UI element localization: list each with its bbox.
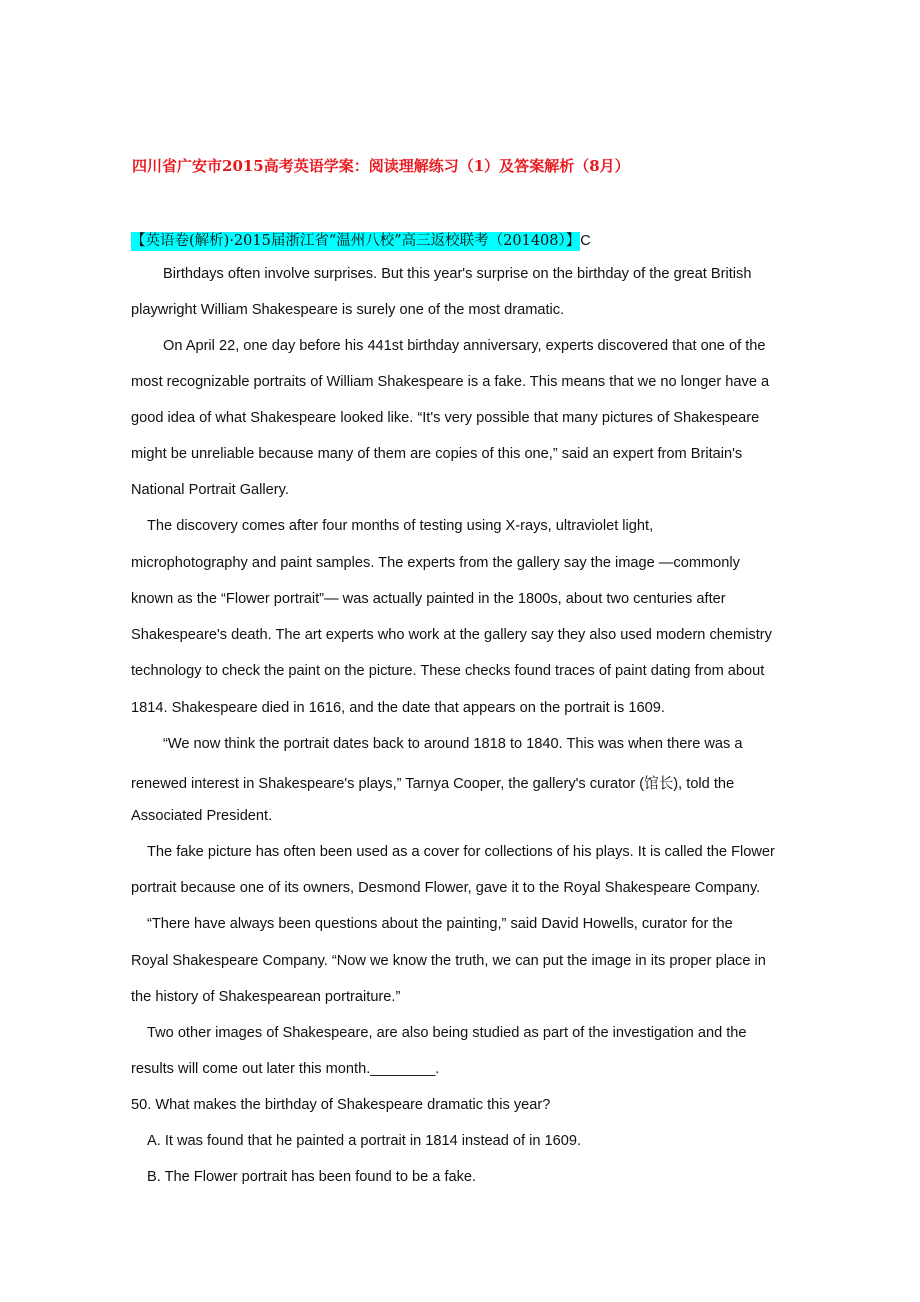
text-line: most recognizable portraits of William Shakespeare is a fake. This means that we no longer have a — [131, 374, 770, 390]
text-line: Shakespeare's death. The art experts who work at the gallery say they also used modern chemistry — [131, 627, 772, 643]
text-line: B. The Flower portrait has been found to be a fake. — [147, 1169, 477, 1185]
text-line: good idea of what Shakespeare looked like. “It's very possible that many pictures of Shakespeare — [131, 410, 760, 426]
source-line — [131, 229, 591, 250]
text-line: playwright William Shakespeare is surely one of the most dramatic. — [131, 302, 565, 318]
text-line: Royal Shakespeare Company. “Now we know the truth, we can put the image in its proper place in — [131, 953, 766, 969]
text-line: The discovery comes after four months of testing using X-rays, ultraviolet light, — [147, 518, 654, 534]
text-line: results will come out later this month.________. — [131, 1061, 440, 1077]
text-line: the history of Shakespearean portraiture.” — [131, 989, 401, 1005]
text-line: portrait because one of its owners, Desmond Flower, gave it to the Royal Shakespeare Company. — [131, 880, 761, 896]
text-line: microphotography and paint samples. The experts from the gallery say the image —commonly — [131, 555, 740, 571]
document-title: 四川省广安市2015高考英语学案：阅读理解练习（1）及答案解析（8月） — [132, 157, 630, 175]
source-suffix: C — [580, 233, 591, 249]
text-line: Birthdays often involve surprises. But this year's surprise on the birthday of the great British — [163, 266, 752, 282]
text-line: might be unreliable because many of them are copies of this one,” said an expert from Britain's — [131, 446, 743, 462]
text-line: known as the “Flower portrait”— was actually painted in the 1800s, about two centuries after — [131, 591, 726, 607]
text-line: Associated President. — [131, 808, 273, 824]
text-line: Two other images of Shakespeare, are also being studied as part of the investigation and the — [147, 1025, 747, 1041]
text-line: “We now think the portrait dates back to around 1818 to 1840. This was when there was a — [163, 736, 743, 752]
text-line: A. It was found that he painted a portrait in 1814 instead of in 1609. — [147, 1133, 582, 1149]
source-label-highlight: 【英语卷(解析)·2015届浙江省“温州八校”高三返校联考（201408）】 — [131, 233, 581, 249]
text-line: 50. What makes the birthday of Shakespeare dramatic this year? — [131, 1097, 551, 1113]
text-line: technology to check the paint on the picture. These checks found traces of paint dating from about — [131, 663, 765, 679]
text-line: renewed interest in Shakespeare's plays,” Tarnya Cooper, the gallery's curator (馆长), told the — [131, 776, 735, 792]
text-line: 1814. Shakespeare died in 1616, and the date that appears on the portrait is 1609. — [131, 700, 665, 716]
text-line: “There have always been questions about the painting,” said David Howells, curator for the — [147, 916, 733, 932]
text-line: The fake picture has often been used as a cover for collections of his plays. It is called the Flower — [147, 844, 775, 860]
text-line: National Portrait Gallery. — [131, 482, 289, 498]
text-line: On April 22, one day before his 441st birthday anniversary, experts discovered that one of the — [163, 338, 766, 354]
